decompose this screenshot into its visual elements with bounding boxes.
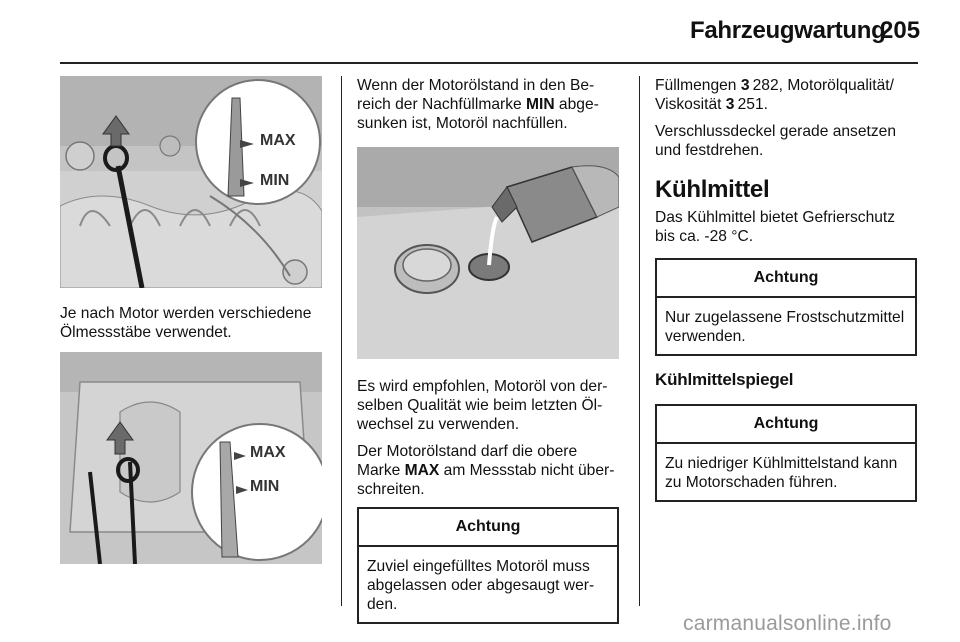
warning-box-coolant-level (655, 404, 917, 502)
dipstick-caption: Je nach Motor werden verschiedene Ölmessstäbe verwendet. (60, 305, 312, 341)
warning-box-antifreeze (655, 258, 917, 356)
page-ref-icon: 3 (740, 77, 750, 94)
dipstick-illustration-2 (60, 352, 322, 564)
min-mark-ref: MIN (526, 96, 555, 113)
warning-heading-2: Achtung (657, 260, 915, 298)
min-mark-label-2: MIN (250, 478, 280, 495)
section-heading-coolant: Kühlmittel (655, 176, 770, 203)
max-level-note: Der Motorölstand darf die obere Marke MAX am Messstab nicht überschreiten. (357, 443, 615, 498)
watermark-text: carmanualsonline.info (683, 612, 892, 635)
max-mark-label-2: MAX (250, 444, 286, 461)
warning-text-3: Zu niedriger Kühlmittelstand kann zu Motorschaden führen. (665, 455, 898, 491)
column-divider-2 (639, 76, 640, 606)
cap-instruction: Verschlussdeckel gerade ansetzen und festdrehen. (655, 123, 896, 159)
refill-instruction: Wenn der Motorölstand in den Bereich der Nachfüllmarke MIN abgesunken ist, Motoröl nachfüllen. (357, 77, 599, 132)
subsection-heading-coolant-level: Kühlmittelspiegel (655, 370, 794, 389)
column-3 (655, 76, 917, 502)
column-2 (357, 76, 619, 624)
page-ref-icon-2: 3 (725, 96, 735, 113)
column-divider-1 (341, 76, 342, 606)
min-mark-label: MIN (260, 172, 290, 189)
max-mark-label: MAX (260, 132, 296, 149)
dipstick-illustration-1 (60, 76, 322, 288)
coolant-description: Das Kühlmittel bietet Gefrierschutz bis ca. -28 °C. (655, 209, 896, 245)
header-rule (60, 62, 918, 64)
page-number: 205 (880, 17, 921, 44)
oil-refill-illustration (357, 147, 619, 359)
warning-heading: Achtung (359, 509, 617, 547)
warning-box-overfill (357, 507, 619, 624)
warning-text: Zuviel eingefülltes Motoröl muss abgelassen oder abgesaugt werden. (367, 558, 595, 613)
warning-text-2: Nur zugelassene Frostschutzmittel verwenden. (665, 309, 905, 345)
column-1 (60, 76, 322, 564)
capacity-reference: Füllmengen 3 282, Motorölqualität/ Viskosität 3 251. (655, 77, 894, 113)
warning-heading-3: Achtung (657, 406, 915, 444)
page-header-title: Fahrzeugwartung (690, 17, 886, 44)
max-mark-ref: MAX (404, 462, 440, 479)
oil-quality-recommendation: Es wird empfohlen, Motoröl von derselben Qualität wie beim letzten Ölwechsel zu verwenden. (357, 378, 608, 433)
